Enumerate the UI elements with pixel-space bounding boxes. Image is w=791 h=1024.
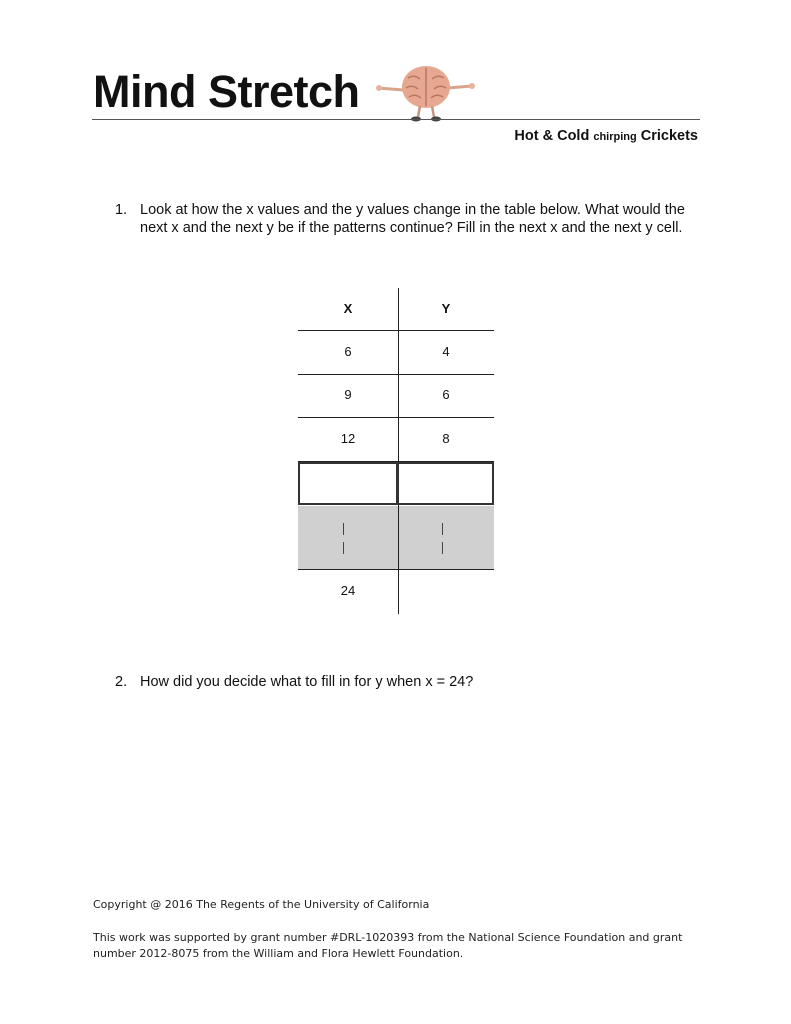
ellipsis-mark [442, 523, 443, 535]
cell-x-3: 12 [340, 431, 356, 446]
ellipsis-mark [343, 542, 344, 554]
ellipsis-mark [442, 542, 443, 554]
table-column-divider [398, 288, 399, 614]
question-1-number: 1. [115, 202, 128, 218]
column-header-y: Y [441, 301, 451, 316]
cell-y-3: 8 [442, 431, 450, 446]
subtitle-chirping: chirping [593, 131, 637, 143]
page-title: Mind Stretch [93, 66, 360, 117]
cell-x-2: 9 [344, 387, 352, 402]
ellipsis-mark [343, 523, 344, 535]
copyright-notice: Copyright @ 2016 The Regents of the University of California [93, 898, 430, 911]
table-row-line [298, 569, 494, 570]
worksheet-subtitle [514, 128, 698, 144]
question-2-number: 2. [115, 674, 128, 690]
skipped-rows-shading [298, 506, 494, 569]
next-y-input-cell[interactable] [397, 462, 494, 505]
table-row-line [298, 417, 494, 418]
subtitle-hot-cold: Hot & Cold [514, 128, 590, 144]
header-divider [92, 119, 700, 120]
funding-notice: This work was supported by grant number #DRL-1020393 from the National Science Foundation and grant number 2012-8075 from the William and Flora Hewlett Foundation. [93, 931, 683, 960]
cell-y-1: 4 [442, 344, 450, 359]
next-x-input-cell[interactable] [298, 462, 398, 505]
cell-y-2: 6 [442, 387, 450, 402]
question-1-text: Look at how the x values and the y values change in the table below. What would the next x and the next y be if the patterns continue? Fill in the next x and the next y cell. [140, 202, 685, 236]
cell-x-1: 6 [344, 344, 352, 359]
question-2-text: How did you decide what to fill in for y when x = 24? [140, 674, 474, 690]
table-row-line [298, 330, 494, 331]
cell-x-last: 24 [340, 583, 356, 598]
column-header-x: X [343, 301, 353, 316]
table-row-line [298, 374, 494, 375]
subtitle-crickets: Crickets [640, 128, 698, 144]
brain-mascot-icon [376, 62, 476, 122]
xy-table [298, 288, 494, 614]
